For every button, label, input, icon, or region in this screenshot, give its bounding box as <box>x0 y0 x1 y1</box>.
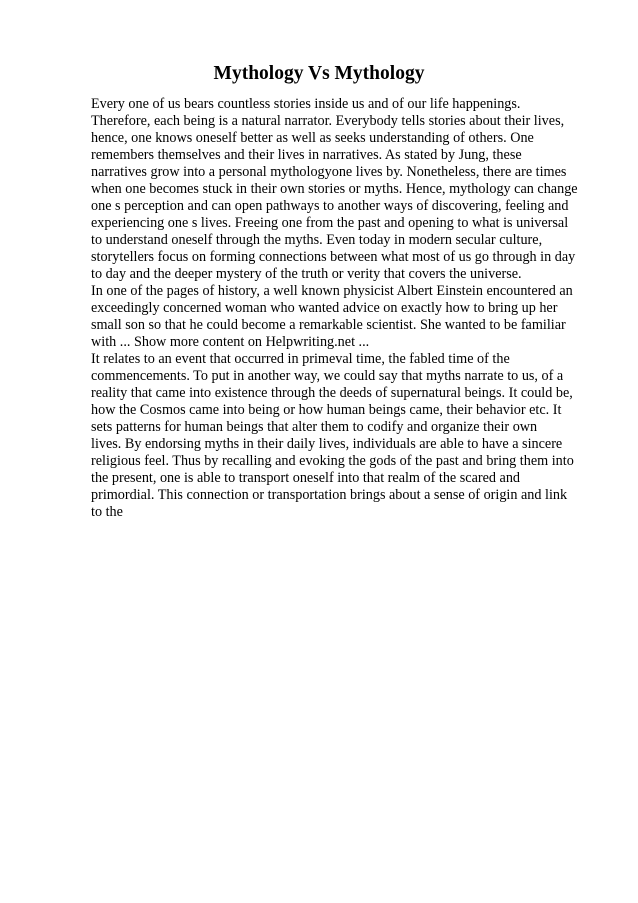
body-line: primordial. This connection or transportation brings about a sense of origin and link <box>91 487 568 503</box>
body-line: how the Cosmos came into being or how human beings came, their behavior etc. It <box>91 402 562 418</box>
body-line: to day and the deeper mystery of the truth or verity that covers the universe. <box>91 266 522 282</box>
body-line: lives. By endorsing myths in their daily lives, individuals are able to have a sincere <box>91 436 563 452</box>
body-line: with ... Show more content on Helpwriting.net ... <box>91 334 370 350</box>
body-line: Therefore, each being is a natural narrator. Everybody tells stories about their lives, <box>91 113 565 129</box>
body-line: experiencing one s lives. Freeing one from the past and opening to what is universal <box>91 215 569 231</box>
document-title: Mythology Vs Mythology <box>213 63 425 84</box>
body-line: In one of the pages of history, a well known physicist Albert Einstein encountered an <box>91 283 573 299</box>
body-line: Every one of us bears countless stories inside us and of our life happenings. <box>91 96 521 112</box>
body-line: remembers themselves and their lives in narratives. As stated by Jung, these <box>91 147 522 163</box>
body-line: to understand oneself through the myths. Even today in modern secular culture, <box>91 232 543 248</box>
document-body <box>91 96 611 521</box>
body-line: reality that came into existence through the deeds of supernatural beings. It could be, <box>91 385 573 401</box>
body-line: when one becomes stuck in their own stories or myths. Hence, mythology can change <box>91 181 578 197</box>
body-line: sets patterns for human beings that alter them to codify and organize their own <box>91 419 538 435</box>
body-line: religious feel. Thus by recalling and evoking the gods of the past and bring them into <box>91 453 574 469</box>
body-line: storytellers focus on forming connections between what most of us go through in day <box>91 249 576 265</box>
body-line: the present, one is able to transport oneself into that realm of the scared and <box>91 470 521 486</box>
body-line: commencements. To put in another way, we could say that myths narrate to us, of a <box>91 368 564 384</box>
body-line: It relates to an event that occurred in primeval time, the fabled time of the <box>91 351 510 367</box>
body-line: exceedingly concerned woman who wanted advice on exactly how to bring up her <box>91 300 558 316</box>
body-line: narratives grow into a personal mythologyone lives by. Nonetheless, there are times <box>91 164 567 180</box>
body-line: small son so that he could become a remarkable scientist. She wanted to be familiar <box>91 317 566 333</box>
body-line: one s perception and can open pathways to another ways of discovering, feeling and <box>91 198 569 214</box>
body-line: to the <box>91 504 123 520</box>
body-line: hence, one knows oneself better as well as seeks understanding of others. One <box>91 130 534 146</box>
